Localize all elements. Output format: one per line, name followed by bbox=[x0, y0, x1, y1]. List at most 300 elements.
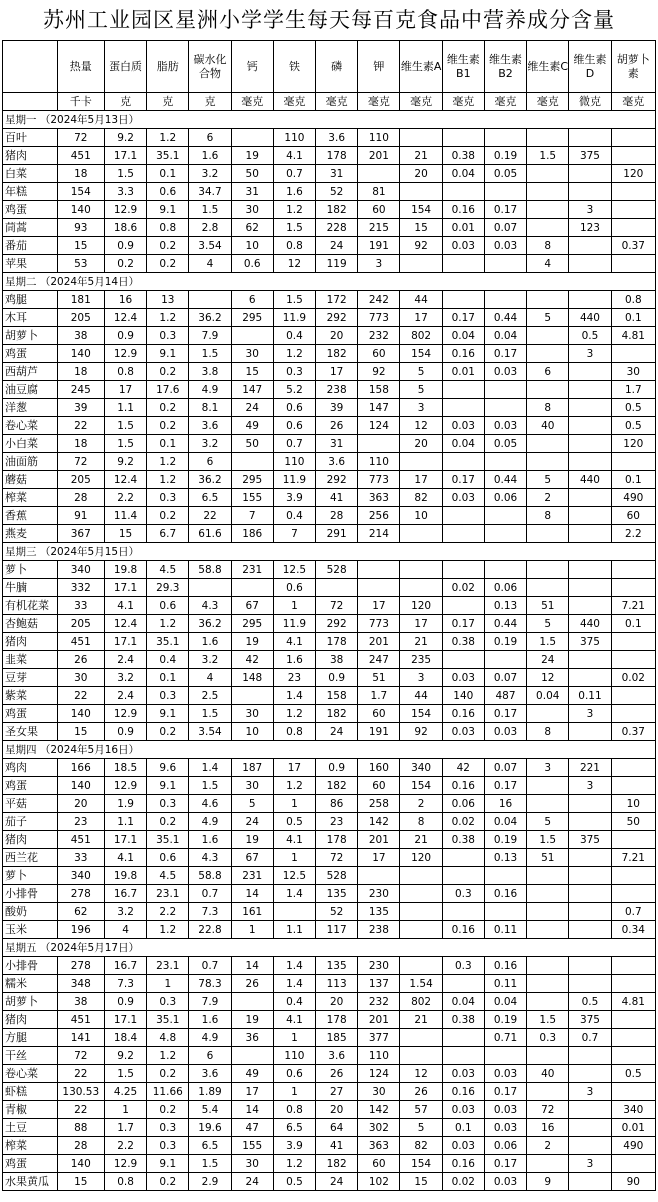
nutrient-value: 26 bbox=[231, 975, 273, 993]
nutrient-value bbox=[358, 165, 400, 183]
nutrient-value: 451 bbox=[57, 633, 104, 651]
nutrient-value: 0.1 bbox=[611, 471, 655, 489]
nutrient-value: 0.9 bbox=[104, 723, 146, 741]
nutrient-value: 0.2 bbox=[147, 1065, 189, 1083]
nutrient-value: 88 bbox=[57, 1119, 104, 1137]
nutrient-value: 8 bbox=[400, 813, 442, 831]
nutrient-value: 17.1 bbox=[104, 831, 146, 849]
nutrient-value: 182 bbox=[316, 777, 358, 795]
food-name: 土豆 bbox=[3, 1119, 58, 1137]
nutrient-value: 528 bbox=[316, 561, 358, 579]
day-label: 星期一 （2024年5月13日） bbox=[3, 111, 656, 129]
nutrient-value: 142 bbox=[358, 1101, 400, 1119]
nutrient-value: 0.37 bbox=[611, 237, 655, 255]
nutrient-value: 13 bbox=[147, 291, 189, 309]
nutrient-value: 0.16 bbox=[484, 957, 526, 975]
nutrient-value: 0.71 bbox=[484, 1029, 526, 1047]
nutrient-value: 0.4 bbox=[273, 507, 315, 525]
nutrient-value bbox=[569, 1119, 611, 1137]
food-name: 胡萝卜 bbox=[3, 993, 58, 1011]
nutrient-value bbox=[400, 129, 442, 147]
nutrient-value: 124 bbox=[358, 417, 400, 435]
nutrient-value bbox=[569, 489, 611, 507]
nutrient-value: 292 bbox=[316, 471, 358, 489]
nutrient-value: 0.9 bbox=[104, 993, 146, 1011]
table-row bbox=[3, 1137, 656, 1155]
nutrient-value: 52 bbox=[316, 183, 358, 201]
nutrient-value: 1.1 bbox=[104, 399, 146, 417]
food-name: 木耳 bbox=[3, 309, 58, 327]
nutrient-value: 2.4 bbox=[104, 687, 146, 705]
nutrient-value: 22 bbox=[57, 687, 104, 705]
page-title: 苏州工业园区星洲小学学生每天每百克食品中营养成分含量 bbox=[43, 8, 615, 32]
nutrient-value: 1.2 bbox=[147, 615, 189, 633]
nutrient-value: 1.89 bbox=[189, 1083, 231, 1101]
nutrient-value: 182 bbox=[316, 1155, 358, 1173]
nutrient-value bbox=[611, 975, 655, 993]
unit-cell: 毫克 bbox=[400, 93, 442, 111]
nutrient-value: 0.04 bbox=[442, 165, 484, 183]
food-name: 平菇 bbox=[3, 795, 58, 813]
nutrient-value: 1.2 bbox=[147, 453, 189, 471]
nutrient-value: 1.6 bbox=[273, 183, 315, 201]
nutrient-value: 340 bbox=[57, 561, 104, 579]
nutrient-value: 30 bbox=[231, 705, 273, 723]
nutrient-value: 0.3 bbox=[442, 957, 484, 975]
nutrient-value: 58.8 bbox=[189, 561, 231, 579]
nutrient-value: 11.9 bbox=[273, 309, 315, 327]
nutrient-value: 802 bbox=[400, 993, 442, 1011]
table-row bbox=[3, 489, 656, 507]
nutrient-value bbox=[484, 1047, 526, 1065]
unit-cell: 毫克 bbox=[484, 93, 526, 111]
nutrient-value: 340 bbox=[57, 867, 104, 885]
nutrient-value bbox=[569, 885, 611, 903]
nutrient-value bbox=[527, 1083, 569, 1101]
nutrient-value: 3.3 bbox=[104, 183, 146, 201]
food-name: 鸡肉 bbox=[3, 759, 58, 777]
nutrient-value: 158 bbox=[316, 687, 358, 705]
nutrient-value: 7 bbox=[273, 525, 315, 543]
nutrient-value bbox=[611, 885, 655, 903]
nutrient-value: 24 bbox=[231, 399, 273, 417]
nutrient-value: 0.03 bbox=[484, 363, 526, 381]
nutrient-value bbox=[569, 921, 611, 939]
food-name: 鸡蛋 bbox=[3, 345, 58, 363]
nutrient-value: 186 bbox=[231, 525, 273, 543]
nutrient-value: 1.2 bbox=[147, 1047, 189, 1065]
nutrient-value: 154 bbox=[400, 201, 442, 219]
nutrient-value: 137 bbox=[358, 975, 400, 993]
nutrient-value bbox=[527, 579, 569, 597]
nutrient-value: 41 bbox=[316, 1137, 358, 1155]
nutrient-value: 30 bbox=[57, 669, 104, 687]
nutrient-value bbox=[611, 183, 655, 201]
nutrient-value: 0.37 bbox=[611, 723, 655, 741]
nutrient-value: 9 bbox=[527, 1173, 569, 1191]
nutrient-value: 50 bbox=[611, 813, 655, 831]
nutrient-value bbox=[527, 201, 569, 219]
nutrient-value: 3.6 bbox=[316, 453, 358, 471]
nutrient-value: 12.4 bbox=[104, 309, 146, 327]
header-row bbox=[3, 41, 656, 93]
nutrient-value: 0.7 bbox=[569, 1029, 611, 1047]
nutrient-value: 123 bbox=[569, 219, 611, 237]
nutrient-value: 0.19 bbox=[484, 633, 526, 651]
food-name: 圣女果 bbox=[3, 723, 58, 741]
nutrient-value: 19 bbox=[231, 633, 273, 651]
nutrient-value: 26 bbox=[316, 417, 358, 435]
nutrient-value: 0.9 bbox=[104, 327, 146, 345]
nutrient-value: 4.5 bbox=[147, 561, 189, 579]
nutrient-value bbox=[569, 381, 611, 399]
nutrient-value bbox=[442, 651, 484, 669]
nutrient-value: 4.6 bbox=[189, 795, 231, 813]
nutrient-value bbox=[527, 291, 569, 309]
nutrient-value: 72 bbox=[57, 1047, 104, 1065]
nutrient-value: 0.03 bbox=[442, 1065, 484, 1083]
nutrient-value: 119 bbox=[316, 255, 358, 273]
nutrient-value: 9.6 bbox=[147, 759, 189, 777]
nutrient-value bbox=[527, 327, 569, 345]
nutrient-value: 0.44 bbox=[484, 309, 526, 327]
nutrient-value: 15 bbox=[231, 363, 273, 381]
column-header: 维生素B1 bbox=[442, 41, 484, 93]
nutrient-value: 17.1 bbox=[104, 633, 146, 651]
nutrient-value: 201 bbox=[358, 147, 400, 165]
nutrient-value: 0.3 bbox=[147, 993, 189, 1011]
nutrient-value: 348 bbox=[57, 975, 104, 993]
nutrient-value: 23 bbox=[57, 813, 104, 831]
nutrient-value: 1.6 bbox=[273, 651, 315, 669]
nutrient-value: 17 bbox=[358, 849, 400, 867]
table-row bbox=[3, 1173, 656, 1191]
table-row bbox=[3, 291, 656, 309]
nutrient-value bbox=[442, 381, 484, 399]
food-name: 燕麦 bbox=[3, 525, 58, 543]
nutrient-value: 0.6 bbox=[147, 849, 189, 867]
nutrient-value: 19 bbox=[231, 1011, 273, 1029]
nutrient-value: 1.6 bbox=[189, 633, 231, 651]
nutrient-value: 130.53 bbox=[57, 1083, 104, 1101]
nutrient-value: 28 bbox=[57, 1137, 104, 1155]
nutrient-value: 10 bbox=[611, 795, 655, 813]
nutrient-value: 14 bbox=[231, 1101, 273, 1119]
nutrient-value: 140 bbox=[57, 705, 104, 723]
nutrient-value: 0.04 bbox=[442, 993, 484, 1011]
nutrient-value bbox=[569, 579, 611, 597]
nutrient-value: 8.1 bbox=[189, 399, 231, 417]
food-name: 苹果 bbox=[3, 255, 58, 273]
nutrient-value: 242 bbox=[358, 291, 400, 309]
nutrient-value: 27 bbox=[316, 1083, 358, 1101]
nutrient-value: 1.2 bbox=[273, 345, 315, 363]
food-name: 糯米 bbox=[3, 975, 58, 993]
nutrient-value: 11.9 bbox=[273, 471, 315, 489]
table-row bbox=[3, 327, 656, 345]
nutrient-value: 0.2 bbox=[104, 255, 146, 273]
food-name: 虾糕 bbox=[3, 1083, 58, 1101]
day-header-row bbox=[3, 543, 656, 561]
nutrient-value: 22 bbox=[189, 507, 231, 525]
nutrient-value: 51 bbox=[527, 597, 569, 615]
nutrient-value: 3 bbox=[569, 201, 611, 219]
nutrient-value bbox=[484, 903, 526, 921]
nutrient-value: 117 bbox=[316, 921, 358, 939]
nutrient-value: 0.8 bbox=[104, 1173, 146, 1191]
nutrient-value: 0.8 bbox=[273, 1101, 315, 1119]
nutrient-value: 24 bbox=[316, 723, 358, 741]
nutrient-value bbox=[569, 165, 611, 183]
nutrient-value: 86 bbox=[316, 795, 358, 813]
nutrient-value: 0.6 bbox=[147, 183, 189, 201]
unit-cell: 毫克 bbox=[231, 93, 273, 111]
nutrient-value: 0.17 bbox=[442, 615, 484, 633]
nutrient-value: 61.6 bbox=[189, 525, 231, 543]
nutrient-value: 35.1 bbox=[147, 147, 189, 165]
nutrient-value bbox=[569, 867, 611, 885]
food-name: 韭菜 bbox=[3, 651, 58, 669]
nutrient-value: 4 bbox=[527, 255, 569, 273]
nutrient-value: 0.19 bbox=[484, 831, 526, 849]
nutrient-value: 0.5 bbox=[611, 1065, 655, 1083]
column-header: 热量 bbox=[57, 41, 104, 93]
column-header: 胡萝卜素 bbox=[611, 41, 655, 93]
nutrient-value bbox=[484, 291, 526, 309]
nutrient-value: 12.5 bbox=[273, 867, 315, 885]
food-name: 油面筋 bbox=[3, 453, 58, 471]
nutrient-value bbox=[569, 363, 611, 381]
nutrient-value: 24 bbox=[316, 1173, 358, 1191]
nutrient-value bbox=[484, 453, 526, 471]
nutrient-value: 1.2 bbox=[147, 309, 189, 327]
nutrient-value: 17.6 bbox=[147, 381, 189, 399]
nutrient-value: 231 bbox=[231, 561, 273, 579]
nutrient-value: 3 bbox=[527, 759, 569, 777]
nutrient-value: 182 bbox=[316, 345, 358, 363]
nutrient-value: 205 bbox=[57, 471, 104, 489]
nutrient-value bbox=[569, 1047, 611, 1065]
nutrient-value bbox=[484, 381, 526, 399]
nutrient-value bbox=[442, 867, 484, 885]
nutrient-value: 23.1 bbox=[147, 885, 189, 903]
nutrient-value: 21 bbox=[400, 633, 442, 651]
nutrient-value: 0.7 bbox=[273, 165, 315, 183]
food-name: 牛腩 bbox=[3, 579, 58, 597]
table-row bbox=[3, 975, 656, 993]
table-row bbox=[3, 417, 656, 435]
nutrient-value: 82 bbox=[400, 489, 442, 507]
nutrient-value: 295 bbox=[231, 309, 273, 327]
nutrient-value: 375 bbox=[569, 633, 611, 651]
nutrient-value: 0.1 bbox=[611, 309, 655, 327]
unit-cell bbox=[3, 93, 58, 111]
nutrient-value: 0.05 bbox=[484, 165, 526, 183]
nutrient-value: 5.4 bbox=[189, 1101, 231, 1119]
nutrient-value bbox=[484, 561, 526, 579]
nutrient-value: 0.5 bbox=[273, 1173, 315, 1191]
table-row bbox=[3, 381, 656, 399]
table-row bbox=[3, 1155, 656, 1173]
nutrient-value: 0.6 bbox=[231, 255, 273, 273]
nutrient-value bbox=[231, 327, 273, 345]
nutrient-value: 247 bbox=[358, 651, 400, 669]
nutrient-value: 0.4 bbox=[273, 327, 315, 345]
table-row bbox=[3, 1065, 656, 1083]
nutrient-value bbox=[442, 507, 484, 525]
nutrient-value bbox=[611, 687, 655, 705]
nutrient-value: 26 bbox=[316, 1065, 358, 1083]
nutrient-value: 4.3 bbox=[189, 597, 231, 615]
nutrient-value: 363 bbox=[358, 1137, 400, 1155]
nutrient-value: 47 bbox=[231, 1119, 273, 1137]
nutrient-value: 0.6 bbox=[273, 1065, 315, 1083]
column-header: 脂肪 bbox=[147, 41, 189, 93]
nutrient-value: 22 bbox=[57, 1101, 104, 1119]
nutrient-value: 773 bbox=[358, 615, 400, 633]
column-header: 维生素D bbox=[569, 41, 611, 93]
nutrient-value bbox=[189, 291, 231, 309]
table-row bbox=[3, 615, 656, 633]
nutrient-value: 49 bbox=[231, 1065, 273, 1083]
column-header: 钾 bbox=[358, 41, 400, 93]
nutrient-value: 9.1 bbox=[147, 705, 189, 723]
nutrient-value: 0.06 bbox=[442, 795, 484, 813]
nutrient-value bbox=[400, 885, 442, 903]
column-header: 维生素A bbox=[400, 41, 442, 93]
nutrient-value: 1.5 bbox=[273, 291, 315, 309]
nutrient-value: 0.02 bbox=[611, 669, 655, 687]
nutrient-value: 1.4 bbox=[273, 957, 315, 975]
nutrient-value: 258 bbox=[358, 795, 400, 813]
nutrient-value: 12 bbox=[400, 1065, 442, 1083]
nutrient-value: 147 bbox=[231, 381, 273, 399]
nutrient-value: 0.5 bbox=[611, 417, 655, 435]
nutrient-value: 0.03 bbox=[484, 1101, 526, 1119]
nutrient-value: 19.6 bbox=[189, 1119, 231, 1137]
nutrient-value: 2.2 bbox=[147, 903, 189, 921]
nutrient-value bbox=[569, 723, 611, 741]
nutrient-value: 1.5 bbox=[104, 165, 146, 183]
nutrient-value: 0.2 bbox=[147, 723, 189, 741]
nutrient-value: 0.2 bbox=[147, 399, 189, 417]
nutrient-value bbox=[442, 849, 484, 867]
nutrient-value bbox=[442, 129, 484, 147]
nutrient-value: 19 bbox=[231, 147, 273, 165]
nutrient-value: 22.8 bbox=[189, 921, 231, 939]
nutrient-value: 7.9 bbox=[189, 327, 231, 345]
nutrient-value bbox=[231, 687, 273, 705]
food-name: 水果黄瓜 bbox=[3, 1173, 58, 1191]
nutrient-value: 6 bbox=[231, 291, 273, 309]
nutrient-value bbox=[484, 129, 526, 147]
nutrient-value bbox=[527, 165, 569, 183]
nutrient-value: 42 bbox=[442, 759, 484, 777]
nutrient-value: 120 bbox=[611, 435, 655, 453]
nutrient-value: 4.81 bbox=[611, 993, 655, 1011]
nutrient-value: 0.03 bbox=[442, 669, 484, 687]
food-name: 萝卜 bbox=[3, 867, 58, 885]
nutrient-value: 120 bbox=[400, 597, 442, 615]
nutrient-value: 2.8 bbox=[189, 219, 231, 237]
nutrient-value: 185 bbox=[316, 1029, 358, 1047]
table-row bbox=[3, 129, 656, 147]
nutrient-value: 1.5 bbox=[189, 345, 231, 363]
nutrient-value: 14 bbox=[231, 885, 273, 903]
table-row bbox=[3, 183, 656, 201]
nutrient-value: 230 bbox=[358, 957, 400, 975]
nutrient-value: 3 bbox=[400, 399, 442, 417]
nutrient-value: 6 bbox=[189, 129, 231, 147]
nutrient-value: 0.3 bbox=[147, 687, 189, 705]
table-row bbox=[3, 201, 656, 219]
nutrient-value: 187 bbox=[231, 759, 273, 777]
nutrient-value: 11.9 bbox=[273, 615, 315, 633]
nutrient-value bbox=[611, 831, 655, 849]
nutrient-value: 451 bbox=[57, 1011, 104, 1029]
nutrient-value: 15 bbox=[57, 1173, 104, 1191]
nutrient-value bbox=[400, 903, 442, 921]
nutrient-value bbox=[611, 705, 655, 723]
nutrient-value: 17 bbox=[273, 759, 315, 777]
nutrient-value: 0.3 bbox=[147, 489, 189, 507]
nutrient-value: 1.5 bbox=[527, 831, 569, 849]
nutrient-value: 40 bbox=[527, 417, 569, 435]
nutrient-value: 60 bbox=[358, 345, 400, 363]
nutrient-value: 1 bbox=[273, 795, 315, 813]
nutrient-value: 31 bbox=[231, 183, 273, 201]
nutrient-value: 140 bbox=[57, 1155, 104, 1173]
nutrient-value: 0.01 bbox=[611, 1119, 655, 1137]
nutrient-value: 1.2 bbox=[273, 705, 315, 723]
nutrient-value: 17.1 bbox=[104, 147, 146, 165]
nutrient-value: 172 bbox=[316, 291, 358, 309]
food-name: 年糕 bbox=[3, 183, 58, 201]
food-name: 百叶 bbox=[3, 129, 58, 147]
food-name: 有机花菜 bbox=[3, 597, 58, 615]
nutrient-value: 490 bbox=[611, 1137, 655, 1155]
nutrient-value: 205 bbox=[57, 309, 104, 327]
nutrient-value bbox=[442, 975, 484, 993]
nutrient-value: 2.4 bbox=[104, 651, 146, 669]
nutrient-value: 110 bbox=[273, 129, 315, 147]
nutrient-value bbox=[527, 525, 569, 543]
nutrient-value bbox=[569, 237, 611, 255]
nutrient-value bbox=[442, 903, 484, 921]
nutrient-value bbox=[442, 1047, 484, 1065]
nutrient-value: 36 bbox=[231, 1029, 273, 1047]
nutrient-value: 0.17 bbox=[484, 345, 526, 363]
nutrient-value: 0.6 bbox=[273, 417, 315, 435]
nutrient-value: 22 bbox=[57, 417, 104, 435]
nutrient-value: 0.04 bbox=[442, 435, 484, 453]
nutrient-value: 1.4 bbox=[189, 759, 231, 777]
nutrient-value: 3.6 bbox=[316, 129, 358, 147]
nutrient-value: 9.1 bbox=[147, 201, 189, 219]
nutrient-value: 0.1 bbox=[442, 1119, 484, 1137]
nutrient-value bbox=[611, 561, 655, 579]
nutrient-value: 0.03 bbox=[442, 237, 484, 255]
nutrient-value: 0.16 bbox=[442, 1083, 484, 1101]
nutrient-value: 72 bbox=[316, 597, 358, 615]
nutrient-value: 4.1 bbox=[273, 1011, 315, 1029]
nutrient-value: 278 bbox=[57, 885, 104, 903]
nutrient-value: 10 bbox=[231, 723, 273, 741]
nutrient-value bbox=[527, 1155, 569, 1173]
table-row bbox=[3, 147, 656, 165]
nutrient-value bbox=[442, 291, 484, 309]
nutrient-value: 0.7 bbox=[189, 957, 231, 975]
